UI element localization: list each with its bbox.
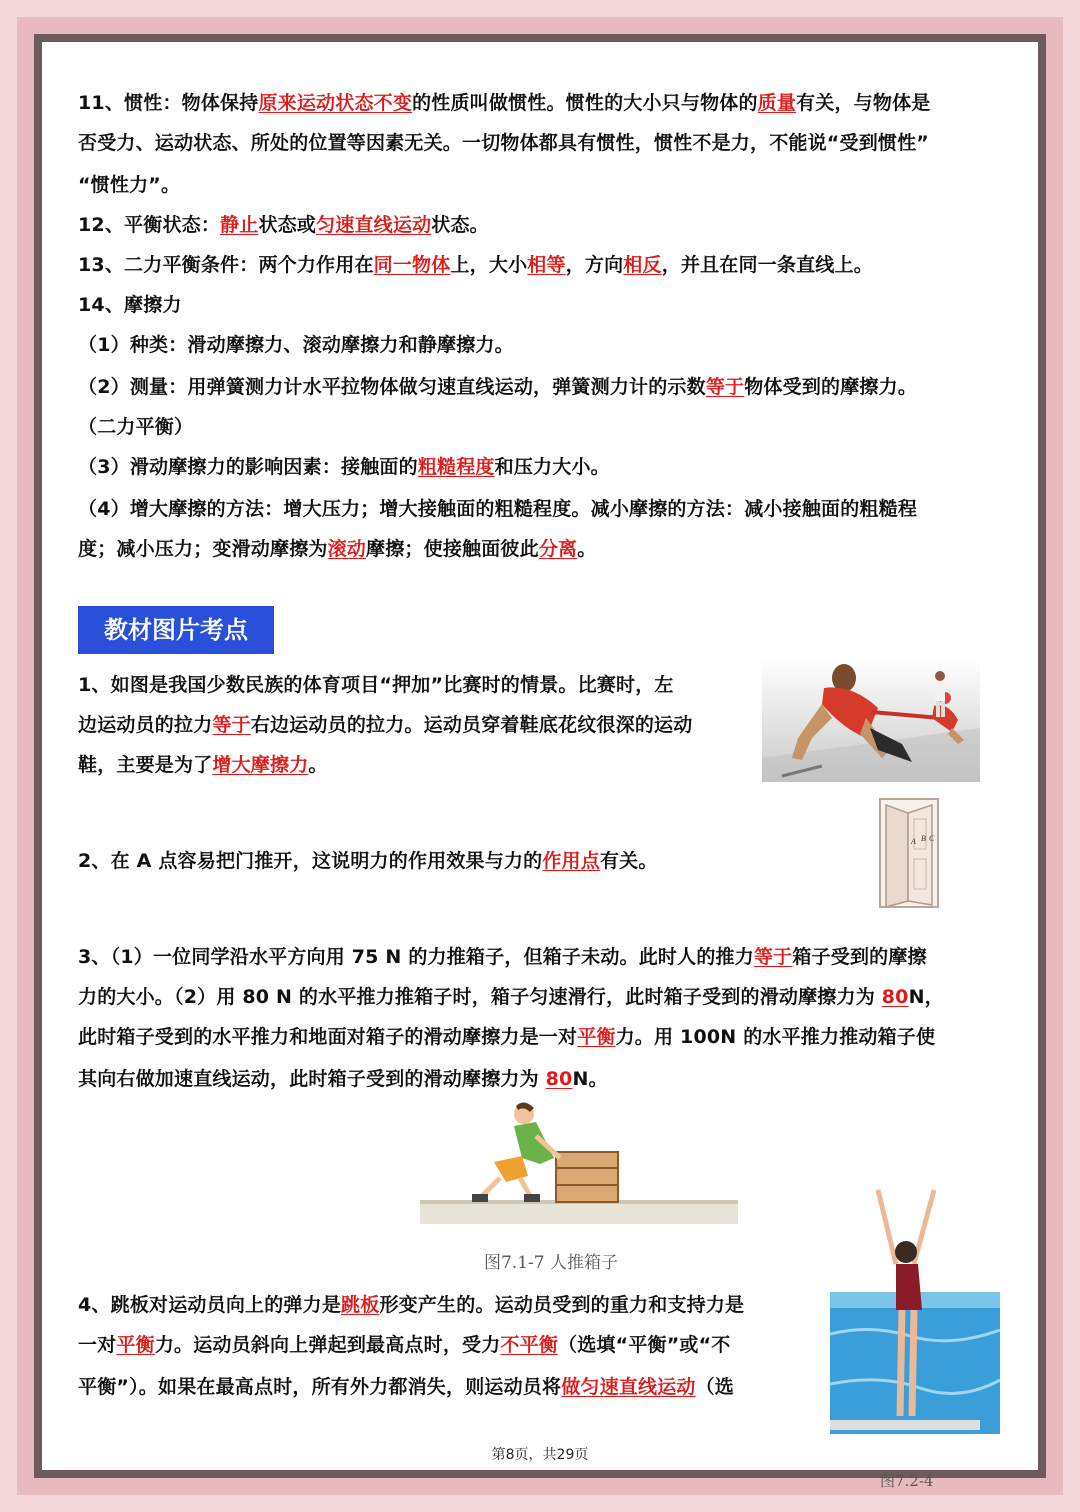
text-segment: 鞋，主要是为了 bbox=[78, 754, 213, 776]
answer-key: 平衡 bbox=[577, 1026, 616, 1048]
question-4-line bbox=[78, 1290, 744, 1317]
question-3-line bbox=[78, 982, 944, 1009]
knowledge-line bbox=[78, 330, 514, 357]
answer-key: 做匀速直线运动 bbox=[561, 1376, 696, 1398]
door-label-c: C bbox=[929, 834, 935, 843]
question-3-line bbox=[78, 1064, 608, 1091]
answer-key: 等于 bbox=[212, 714, 251, 736]
text-segment: 。 bbox=[577, 538, 597, 560]
answer-key: 相反 bbox=[623, 254, 662, 276]
text-segment: 平衡”）。如果在最高点时，所有外力都消失，则运动员将 bbox=[78, 1376, 562, 1398]
text-segment: 状态。 bbox=[431, 214, 489, 236]
door-label-a: A bbox=[911, 837, 916, 846]
text-segment: （选填“平衡”或“不 bbox=[558, 1334, 731, 1356]
answer-key: 作用点 bbox=[542, 850, 600, 872]
answer-key: 增大摩擦力 bbox=[212, 754, 309, 776]
text-segment: 力。用 100N 的水平推力推动箱子使 bbox=[615, 1026, 936, 1048]
knowledge-line bbox=[78, 170, 180, 197]
diver-photo bbox=[830, 1184, 1000, 1460]
text-segment: （二力平衡） bbox=[78, 416, 194, 438]
page-number: 第8页，共29页 bbox=[491, 1447, 589, 1463]
text-segment: 物体受到的摩擦力。 bbox=[744, 376, 918, 398]
text-segment: 。 bbox=[308, 754, 328, 776]
text-segment: 12、平衡状态： bbox=[78, 214, 221, 236]
text-segment: 否受力、运动状态、所处的位置等因素无关。一切物体都具有惯性，惯性不是力，不能说“受到惯性” bbox=[78, 132, 929, 154]
text-segment: ，并且在同一条直线上。 bbox=[661, 254, 873, 276]
text-segment: （选 bbox=[695, 1376, 735, 1398]
question-1-line bbox=[78, 670, 674, 697]
text-segment: 力的大小。（2）用 80 N 的水平推力推箱子时，箱子匀速滑行，此时箱子受到的滑动摩擦力为 bbox=[78, 986, 882, 1008]
door-figure bbox=[878, 797, 942, 909]
text-segment: 箱子受到的摩擦 bbox=[792, 946, 927, 968]
knowledge-line bbox=[78, 250, 873, 277]
text-segment: 1、如图是我国少数民族的体育项目“押加”比赛时的情景。比赛时，左 bbox=[78, 674, 674, 696]
answer-key: 等于 bbox=[753, 946, 793, 968]
section-title: 教材图片考点 bbox=[78, 606, 274, 654]
answer-key: 相等 bbox=[527, 254, 566, 276]
answer-key: 原来运动状态不变 bbox=[258, 92, 413, 114]
text-segment: 4、跳板对运动员向上的弹力是 bbox=[78, 1294, 342, 1316]
text-segment: ，方向 bbox=[565, 254, 624, 276]
push-box-figure bbox=[420, 1100, 738, 1228]
text-segment: 11、惯性：物体保持 bbox=[78, 92, 259, 114]
push-box-caption: 图7.1-7 人推箱子 bbox=[484, 1253, 618, 1273]
answer-key: 平衡 bbox=[116, 1334, 155, 1356]
answer-key: 质量 bbox=[757, 92, 797, 114]
text-segment: 14、摩擦力 bbox=[78, 294, 182, 316]
answer-key: 分离 bbox=[538, 538, 578, 560]
answer-key: 不平衡 bbox=[500, 1334, 559, 1356]
text-segment: 力。运动员斜向上弹起到最高点时，受力 bbox=[154, 1334, 501, 1356]
text-segment: N。 bbox=[572, 1068, 608, 1090]
answer-key: 跳板 bbox=[341, 1294, 380, 1316]
knowledge-line bbox=[78, 534, 596, 561]
text-segment: 和压力大小。 bbox=[494, 456, 610, 478]
door-label-b: B bbox=[921, 834, 926, 843]
text-segment: 2、在 A 点容易把门推开，这说明力的作用效果与力的 bbox=[78, 850, 543, 872]
question-1-line bbox=[78, 750, 328, 777]
question-1-line bbox=[78, 710, 692, 737]
answer-key: 静止 bbox=[220, 214, 259, 236]
answer-key: 80 bbox=[881, 986, 909, 1008]
text-segment: 13、二力平衡条件：两个力作用在 bbox=[78, 254, 374, 276]
question-4-line bbox=[78, 1372, 734, 1399]
text-segment: 上，大小 bbox=[450, 254, 528, 276]
knowledge-line bbox=[78, 88, 930, 115]
answer-key: 等于 bbox=[705, 376, 745, 398]
text-segment: （2）测量：用弹簧测力计水平拉物体做匀速直线运动，弹簧测力计的示数 bbox=[78, 376, 706, 398]
answer-key: 80 bbox=[545, 1068, 573, 1090]
knowledge-line bbox=[78, 372, 917, 399]
text-segment: 有关，与物体是 bbox=[796, 92, 931, 114]
text-segment: 右边运动员的拉力。运动员穿着鞋底花纹很深的运动 bbox=[250, 714, 693, 736]
knowledge-line bbox=[78, 412, 193, 439]
text-segment: （4）增大摩擦的方法：增大压力；增大接触面的粗糙程度。减小摩擦的方法：减小接触面的粗糙程 bbox=[78, 498, 918, 520]
answer-key: 同一物体 bbox=[373, 254, 451, 276]
text-segment: 形变产生的。运动员受到的重力和支持力是 bbox=[379, 1294, 745, 1316]
text-segment: 有关。 bbox=[599, 850, 658, 872]
question-3-line bbox=[78, 942, 927, 969]
knowledge-line bbox=[78, 210, 489, 237]
knowledge-line bbox=[78, 290, 182, 317]
diver-caption: 图7.2-4 bbox=[880, 1472, 934, 1490]
answer-key: 粗糙程度 bbox=[417, 456, 495, 478]
text-segment: 其向右做加速直线运动，此时箱子受到的滑动摩擦力为 bbox=[78, 1068, 546, 1090]
text-segment: 度；减小压力；变滑动摩擦为 bbox=[78, 538, 328, 560]
question-4-line bbox=[78, 1330, 731, 1357]
text-segment: “惯性力”。 bbox=[78, 174, 181, 196]
text-segment: 边运动员的拉力 bbox=[78, 714, 213, 736]
answer-key: 滚动 bbox=[327, 538, 367, 560]
text-segment: N， bbox=[908, 986, 944, 1008]
text-segment: 的性质叫做惯性。惯性的大小只与物体的 bbox=[412, 92, 758, 114]
question-2-line bbox=[78, 846, 658, 873]
text-segment: 摩擦；使接触面彼此 bbox=[366, 538, 539, 560]
text-segment: 此时箱子受到的水平推力和地面对箱子的滑动摩擦力是一对 bbox=[78, 1026, 578, 1048]
answer-key: 匀速直线运动 bbox=[316, 214, 432, 236]
tug-game-photo bbox=[762, 658, 980, 782]
knowledge-line bbox=[78, 494, 917, 521]
text-segment: （1）种类：滑动摩擦力、滚动摩擦力和静摩擦力。 bbox=[78, 334, 514, 356]
text-segment: 3、（1）一位同学沿水平方向用 75 N 的力推箱子，但箱子未动。此时人的推力 bbox=[78, 946, 754, 968]
text-segment: 一对 bbox=[78, 1334, 117, 1356]
text-segment: （3）滑动摩擦力的影响因素：接触面的 bbox=[78, 456, 418, 478]
text-segment: 状态或 bbox=[258, 214, 317, 236]
knowledge-line bbox=[78, 128, 929, 155]
knowledge-line bbox=[78, 452, 610, 479]
question-3-line bbox=[78, 1022, 935, 1049]
